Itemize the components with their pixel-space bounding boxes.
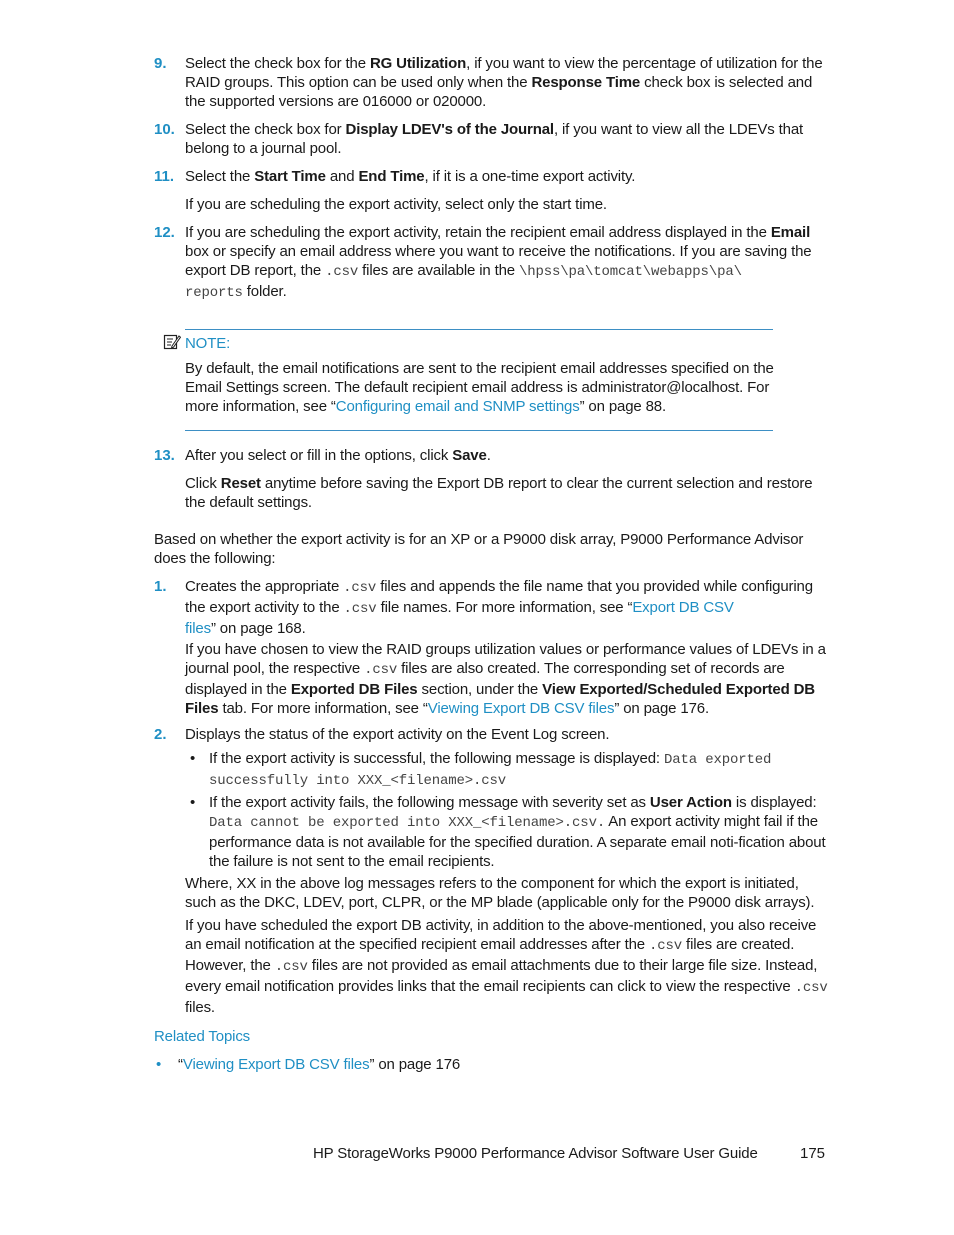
item-1-text: Creates the appropriate .csv files and appends the file name that you provided while configuring the export activity to the .csv file names. For more information, see “Export DB CSV files” on page 168. (185, 578, 813, 637)
bullet-success: If the export activity is successful, the following message is displayed: Data exported successfully into XXX_<filename>.csv (209, 750, 772, 789)
step-11-text: Select the Start Time and End Time, if it is a one-time export activity. (185, 168, 636, 185)
item-2-where: Where, XX in the above log messages refers to the component for which the export is initiated, such as the DKC, LDEV, port, CLPR, or the MP blade (applicable only for the P9000 disk arrays). (185, 875, 815, 911)
step-10-text: Select the check box for Display LDEV's of the Journal, if you want to view all the LDEVs that belong to a journal pool. (185, 121, 804, 157)
related-topic-item: “Viewing Export DB CSV files” on page 176 (178, 1056, 461, 1073)
bullet-dot: • (190, 794, 196, 811)
step-13-note: Click Reset anytime before saving the Export DB report to clear the current selection and restore the default settings. (185, 475, 813, 511)
page-number: 175 (800, 1145, 826, 1162)
item-number: 1. (154, 578, 167, 595)
note-label: NOTE: (185, 335, 231, 352)
related-topics-heading: Related Topics (154, 1028, 251, 1045)
viewing-export-link[interactable]: Viewing Export DB CSV files (427, 700, 615, 717)
item-number: 2. (154, 726, 167, 743)
step-number: 10. (154, 121, 175, 138)
bullet-dot: • (190, 750, 196, 767)
step-number: 13. (154, 447, 175, 464)
note-pencil-icon (163, 333, 181, 351)
step-number: 9. (154, 55, 167, 72)
step-12-text: If you are scheduling the export activity, retain the recipient email address displayed in the Email box or specify an email address where you want to receive the notifications. If you are saving the export DB report, the .csv files are available in the \hpss\pa\tomcat\webapps\pa\ reports folder. (185, 224, 812, 301)
step-11-note: If you are scheduling the export activity, select only the start time. (185, 196, 607, 213)
step-number: 12. (154, 224, 175, 241)
step-13-text: After you select or fill in the options, click Save. (185, 447, 491, 464)
bullet-dot: • (156, 1056, 162, 1073)
step-9-text: Select the check box for the RG Utilization, if you want to view the percentage of utilization for the RAID groups. This option can be used only when the Response Time check box is selected and the supported versions are 016000 or 020000. (185, 55, 823, 110)
item-2-text: Displays the status of the export activity on the Event Log screen. (185, 726, 610, 743)
export-db-csv-link[interactable]: Export DB CSV (632, 599, 734, 616)
note-body: By default, the email notifications are sent to the recipient email addresses specified on the Email Settings screen. The default recipient email address is administrator@localhost. For more information, see “Configuring email and SNMP settings” on page 88. (185, 360, 774, 415)
note-top-rule (185, 329, 773, 330)
export-db-csv-link-cont[interactable]: files (185, 620, 211, 637)
item-1-detail: If you have chosen to view the RAID groups utilization values or performance values of LDEVs in a journal pool, the respective .csv files are also created. The corresponding set of records are displayed in the Exported DB Files section, under the View Exported/Scheduled Exported DB Files tab. For more information, see “Viewing Export DB CSV files” on page 176. (185, 641, 826, 717)
step-number: 11. (154, 168, 175, 185)
note-bottom-rule (185, 430, 773, 431)
footer-title: HP StorageWorks P9000 Performance Advisor Software User Guide (313, 1145, 758, 1162)
bullet-failure: If the export activity fails, the following message with severity set as User Action is displayed: Data cannot be exported into XXX_<filename>.csv. An export activity might fail if the performance data is not available for the specified duration. A separate email noti-fication about the failure is not sent to the email recipients. (209, 794, 826, 870)
note-link[interactable]: Configuring email and SNMP settings (335, 398, 580, 415)
item-2-scheduled: If you have scheduled the export DB activity, in addition to the above-mentioned, you also receive an email notification at the specified recipient email addresses after the .csv files are created. However, the .csv files are not provided as email attachments due to their large file size. Instead, every email notification provides links that the email recipients can click to view the respective .csv files. (185, 917, 828, 1016)
intro-paragraph: Based on whether the export activity is for an XP or a P9000 disk array, P9000 Performance Advisor does the following: (154, 531, 804, 567)
related-link-viewing-export[interactable]: Viewing Export DB CSV files (182, 1056, 370, 1073)
